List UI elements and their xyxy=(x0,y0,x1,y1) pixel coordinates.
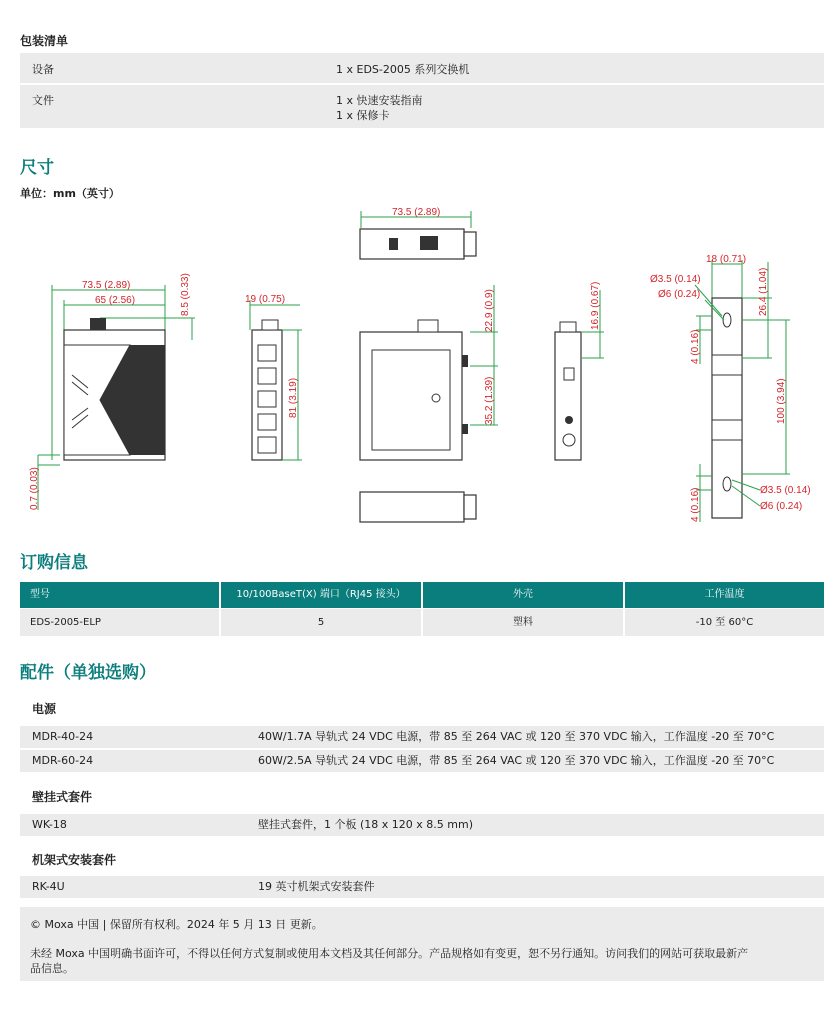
dim-front-bottom: 0.7 (0.03) xyxy=(29,467,40,510)
footer-copyright: © Moxa 中国 | 保留所有权利。2024 年 5 月 13 日 更新。 xyxy=(30,918,323,931)
accessory-row xyxy=(20,726,824,748)
dim-wall-hole4: Ø6 (0.24) xyxy=(760,501,803,512)
package-list-title: 包装清单 xyxy=(20,34,69,48)
dim-top-width: 73.5 (2.89) xyxy=(392,207,441,218)
ordering-cell-ports: 5 xyxy=(221,609,421,636)
ordering-title: 订购信息 xyxy=(20,553,88,573)
accessory-model: WK-18 xyxy=(32,818,67,831)
dim-wall-hole3: Ø3.5 (0.14) xyxy=(760,485,811,496)
dim-wall-hole1: Ø3.5 (0.14) xyxy=(650,274,701,285)
accessory-row xyxy=(20,750,824,772)
front-view-drawing xyxy=(29,273,195,510)
package-row-device xyxy=(20,53,824,83)
accessory-desc: 19 英寸机架式安装套件 xyxy=(258,880,375,893)
ordering-header-temp: 工作温度 xyxy=(625,582,824,608)
dim-front-inner: 65 (2.56) xyxy=(95,295,136,306)
wall-mount-drawing xyxy=(650,254,811,522)
package-label-device: 设备 xyxy=(32,63,54,76)
accessory-group-rack: 机架式安装套件 xyxy=(32,853,117,867)
dim-wall-offset-top: 4 (0.16) xyxy=(690,329,701,364)
dimensions-unit: 单位：mm（英寸） xyxy=(20,187,120,200)
ordering-header-ports: 10/100BaseT(X) 端口（RJ45 接头） xyxy=(221,582,421,608)
package-value-warranty: 1 x 保修卡 xyxy=(336,109,390,122)
accessory-group-wall: 壁挂式套件 xyxy=(32,790,93,804)
dim-wall-top: 26.4 (1.04) xyxy=(758,267,769,316)
accessory-row xyxy=(20,814,824,836)
accessory-model: MDR-40-24 xyxy=(32,730,94,743)
accessory-model: MDR-60-24 xyxy=(32,754,94,767)
dim-port-height: 81 (3.19) xyxy=(288,377,299,418)
dim-front-top: 8.5 (0.33) xyxy=(180,273,191,316)
side-view-drawing xyxy=(360,285,498,522)
footer-notice-line2: 品信息。 xyxy=(30,962,74,975)
accessory-desc: 壁挂式套件，1 个板 (18 x 120 x 8.5 mm) xyxy=(258,818,473,831)
package-label-docs: 文件 xyxy=(32,94,54,107)
dimensions-title: 尺寸 xyxy=(20,158,54,178)
accessories-title: 配件（单独选购） xyxy=(20,663,156,683)
ordering-header-model: 型号 xyxy=(20,582,219,608)
port-view-drawing xyxy=(245,294,302,460)
accessory-group-power: 电源 xyxy=(32,702,57,716)
package-value-device: 1 x EDS-2005 系列交换机 xyxy=(336,63,470,76)
dimension-drawings xyxy=(0,200,840,530)
dim-side-top: 22.9 (0.9) xyxy=(484,289,495,332)
package-value-guide: 1 x 快速安装指南 xyxy=(336,94,423,107)
ordering-cell-housing: 塑料 xyxy=(423,609,623,636)
narrow-view-drawing xyxy=(555,282,604,460)
package-row-docs xyxy=(20,85,824,128)
accessory-desc: 40W/1.7A 导轨式 24 VDC 电源，带 85 至 264 VAC 或 120 至 370 VDC 输入，工作温度 -20 至 70°C xyxy=(258,730,775,743)
dim-wall-hole2: Ø6 (0.24) xyxy=(658,289,701,300)
dim-narrow-top: 16.9 (0.67) xyxy=(590,281,601,330)
dim-port-width: 19 (0.75) xyxy=(245,294,286,305)
ordering-cell-model: EDS-2005-ELP xyxy=(20,609,219,636)
footer xyxy=(20,907,824,981)
accessory-model: RK-4U xyxy=(32,880,65,893)
dim-wall-width: 18 (0.71) xyxy=(706,254,747,265)
dim-side-bottom: 35.2 (1.39) xyxy=(484,376,495,425)
accessory-row xyxy=(20,876,824,898)
accessory-desc: 60W/2.5A 导轨式 24 VDC 电源，带 85 至 264 VAC 或 120 至 370 VDC 输入，工作温度 -20 至 70°C xyxy=(258,754,775,767)
ordering-header-housing: 外壳 xyxy=(423,582,623,608)
ordering-cell-temp: -10 至 60°C xyxy=(625,609,824,636)
dim-wall-height: 100 (3.94) xyxy=(776,378,787,424)
dim-wall-offset-bottom: 4 (0.16) xyxy=(690,487,701,522)
dim-front-width: 73.5 (2.89) xyxy=(82,280,131,291)
top-view-drawing xyxy=(360,207,476,259)
footer-notice-line1: 未经 Moxa 中国明确书面许可，不得以任何方式复制或使用本文档及其任何部分。产品规格如有变更，恕不另行通知。访问我们的网站可获取最新产 xyxy=(30,947,749,960)
